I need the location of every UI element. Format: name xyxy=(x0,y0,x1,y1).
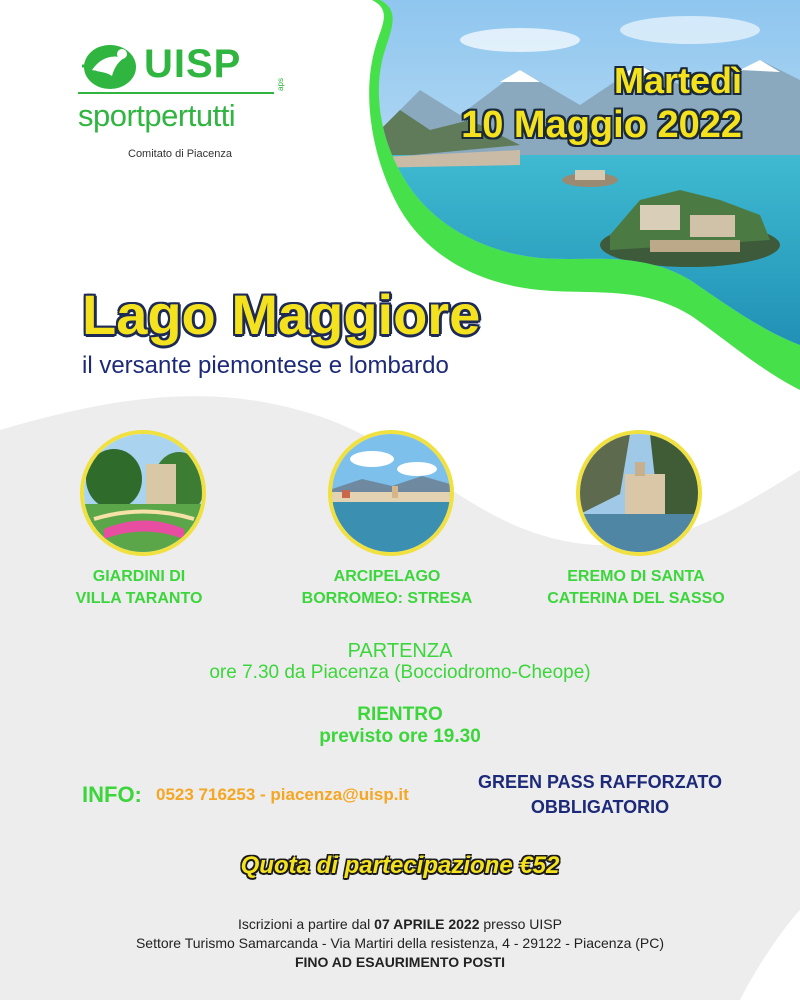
return-text: previsto ore 19.30 xyxy=(319,726,481,747)
footer-registration: Iscrizioni a partire dal 07 APRILE 2022 presso UISP xyxy=(238,916,562,932)
logo-suffix: aps xyxy=(275,78,285,91)
info-label: INFO: xyxy=(82,782,142,807)
runner-logo-icon xyxy=(78,40,140,92)
logo-committee: Comitato di Piacenza xyxy=(128,148,232,160)
uisp-logo xyxy=(78,40,288,170)
event-date: 10 Maggio 2022 xyxy=(461,104,742,146)
page-title: Lago Maggiore xyxy=(82,283,481,346)
place-santa-caterina: EREMO DI SANTA CATERINA DEL SASSO xyxy=(547,568,725,607)
green-pass-notice: GREEN PASS RAFFORZATO OBBLIGATORIO xyxy=(477,772,722,817)
departure-text: ore 7.30 da Piacenza (Bocciodromo-Cheope) xyxy=(209,662,591,683)
place-stresa: ARCIPELAGO BORROMEO: STRESA xyxy=(301,568,473,607)
stresa-photo xyxy=(328,430,454,556)
return-heading: RIENTRO xyxy=(357,704,443,725)
departure-heading: PARTENZA xyxy=(347,640,453,662)
place-villa-taranto: GIARDINI DI VILLA TARANTO xyxy=(75,568,203,607)
logo-brand: UISP xyxy=(144,42,242,86)
price-notice: Quota di partecipazione €52 xyxy=(240,852,560,879)
hermitage-photo xyxy=(576,430,702,556)
garden-photo xyxy=(80,430,206,556)
event-day: Martedì xyxy=(613,60,742,101)
logo-divider xyxy=(78,92,274,94)
info-contact[interactable]: 0523 716253 - piacenza@uisp.it xyxy=(156,785,409,804)
page-subtitle: il versante piemontese e lombardo xyxy=(82,352,449,379)
logo-tagline: sportpertutti xyxy=(78,98,236,133)
footer-availability: FINO AD ESAURIMENTO POSTI xyxy=(294,954,505,970)
footer-address: Settore Turismo Samarcanda - Via Martiri della resistenza, 4 - 29122 - Piacenza (PC) xyxy=(135,935,665,951)
